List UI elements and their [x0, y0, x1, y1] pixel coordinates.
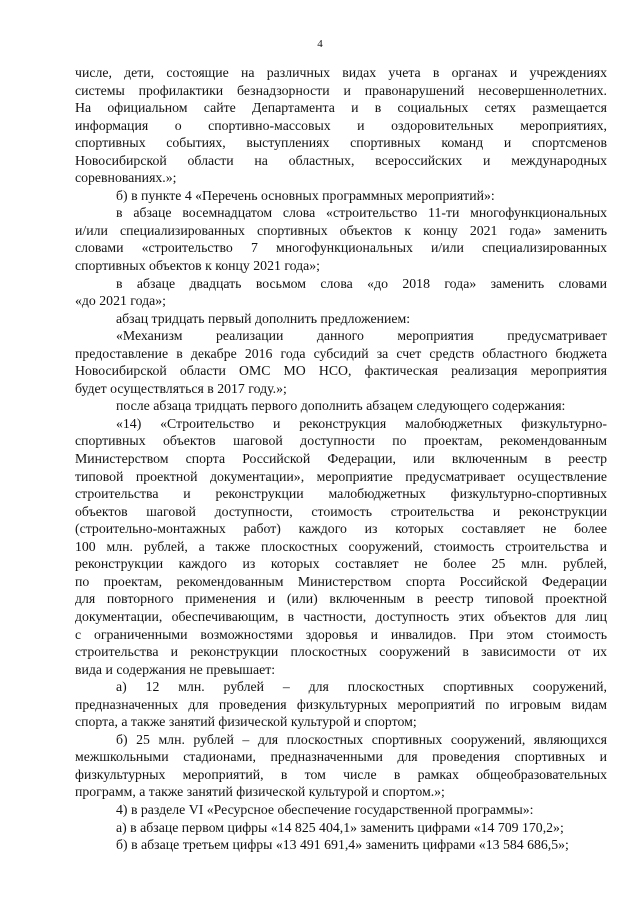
text-line: программ, а также занятий физической культурой и спортом.»; — [75, 784, 445, 800]
text-line: межшкольными стадионами, предназначенными для проведения спортивных и — [75, 749, 607, 765]
text-line: а) в абзаце первом цифры «14 825 404,1» заменить цифрами «14 709 170,2»; — [116, 819, 564, 835]
text-line: строительства и реконструкции малобюджетных физкультурно-спортивных — [75, 486, 607, 502]
text-line: информация о спортивно-массовых и оздоровительных мероприятиях, — [75, 117, 607, 133]
text-line: б) 25 млн. рублей – для плоскостных спортивных сооружений, являющихся — [116, 731, 607, 747]
text-line: объектов шаговой доступности, стоимость строительства и реконструкции — [75, 503, 607, 519]
text-line: словами «строительство 7 многофункциональных и/или специализированных — [75, 240, 607, 256]
text-line: спортивных объектов к концу 2021 года»; — [75, 258, 321, 274]
text-line: с ограниченными возможностями здоровья и инвалидов. При этом стоимость — [75, 626, 607, 642]
text-line: б) в пункте 4 «Перечень основных программных мероприятий»: — [116, 187, 495, 203]
text-line: документации, обеспечивающим, в частности, доступность этих объектов для лиц — [75, 608, 607, 624]
text-line: типовой проектной документации», мероприятие предусматривает осуществление — [75, 468, 607, 484]
text-line: будет осуществляться в 2017 году.»; — [75, 380, 287, 396]
text-line: в абзаце восемнадцатом слова «строительство 11-ти многофункциональных — [116, 205, 607, 221]
text-line: 100 млн. рублей, а также плоскостных сооружений, стоимость строительства и — [75, 538, 607, 554]
text-line: и/или специализированных спортивных объектов к концу 2021 года» заменить — [75, 222, 607, 238]
text-line: спорта, а также занятий физической культурой и спортом; — [75, 714, 417, 730]
page-number: 4 — [317, 38, 323, 50]
document-body — [75, 64, 607, 854]
text-line: спортивных объектов шаговой доступности по проектам, рекомендованным — [75, 433, 607, 449]
text-line: Новосибирской области ОМС МО НСО, фактическая реализация мероприятия — [75, 363, 607, 379]
text-line: числе, дети, состоящие на различных видах учета в органах и учреждениях — [75, 65, 607, 80]
text-line: а) 12 млн. рублей – для плоскостных спортивных сооружений, — [116, 679, 607, 695]
text-line: предоставление в декабре 2016 года субсидий за счет средств областного бюджета — [75, 345, 607, 361]
text-line: предназначенных для проведения физкультурных мероприятий по игровым видам — [75, 696, 607, 712]
text-line: «14) «Строительство и реконструкция малобюджетных физкультурно- — [116, 415, 607, 431]
text-line: На официальном сайте Департамента и в социальных сетях размещается — [75, 100, 607, 116]
text-line: «до 2021 года»; — [75, 293, 166, 309]
text-line: вида и содержания не превышает: — [75, 661, 276, 677]
text-line: (строительно-монтажных работ) каждого из которых составляет не более — [75, 521, 607, 537]
text-line: в абзаце двадцать восьмом слова «до 2018 года» заменить словами — [116, 275, 607, 291]
text-line: соревнованиях.»; — [75, 170, 177, 186]
text-line: спортивных событиях, выступлениях спортивных команд и спортсменов — [75, 135, 607, 151]
text-line: после абзаца тридцать первого дополнить абзацем следующего содержания: — [116, 398, 566, 414]
text-line: реконструкции каждого из которых составляет не более 25 млн. рублей, — [75, 556, 607, 572]
text-line: строительства и реконструкции плоскостных сооружений в зависимости от их — [75, 644, 607, 660]
text-line: абзац тридцать первый дополнить предложением: — [116, 310, 411, 326]
text-line: Министерством спорта Российской Федерации, или включенным в реестр — [75, 451, 607, 467]
text-line: «Механизм реализации данного мероприятия предусматривает — [116, 328, 607, 344]
text-line: Новосибирской области на областных, всероссийских и международных — [75, 152, 607, 168]
text-line: системы профилактики безнадзорности и правонарушений несовершеннолетних. — [75, 82, 607, 98]
text-line: б) в абзаце третьем цифры «13 491 691,4» заменить цифрами «13 584 686,5»; — [116, 837, 569, 853]
text-line: для повторного применения и (или) включенным в реестр типовой проектной — [75, 591, 607, 607]
text-line: физкультурных мероприятий, в том числе в рамках общеобразовательных — [75, 766, 607, 782]
text-line: по проектам, рекомендованным Министерством спорта Российской Федерации — [75, 573, 607, 589]
text-line: 4) в разделе VI «Ресурсное обеспечение государственной программы»: — [116, 801, 534, 817]
